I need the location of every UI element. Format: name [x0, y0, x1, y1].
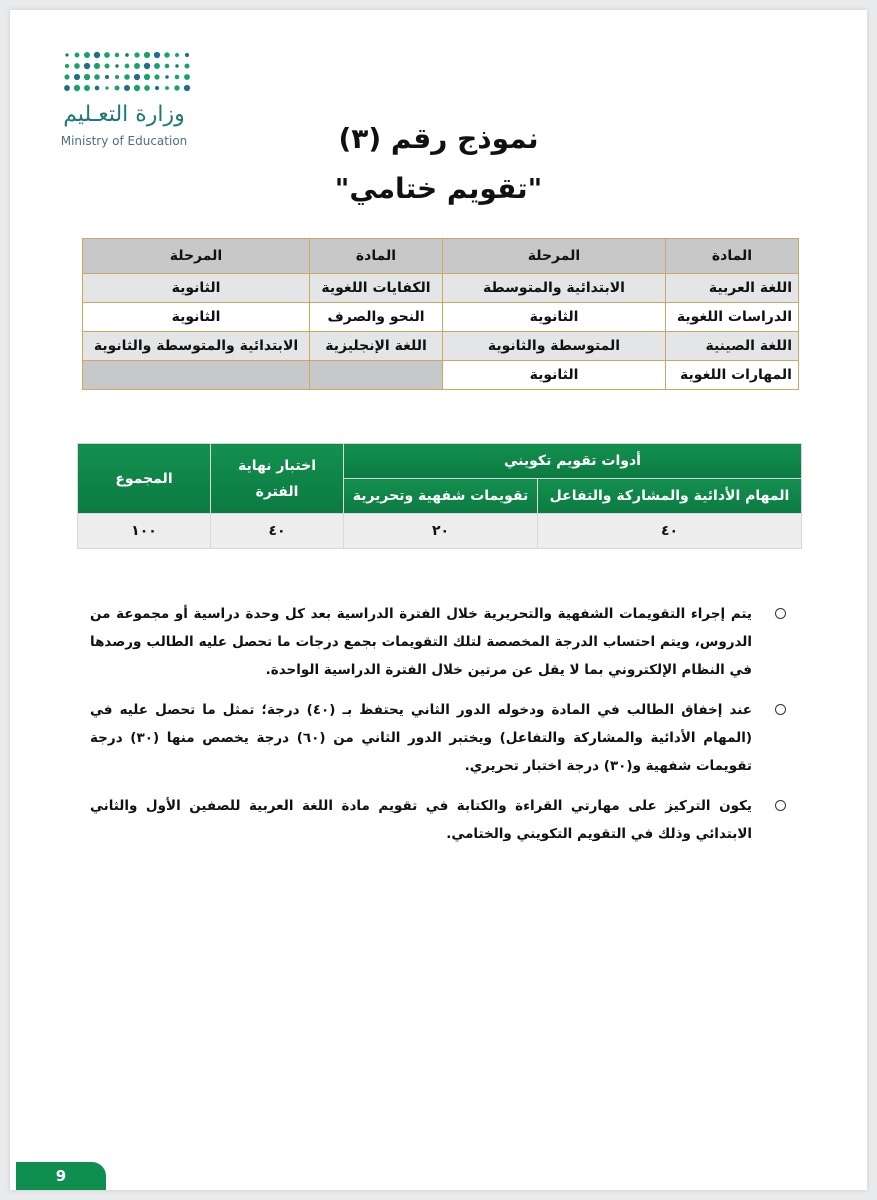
tasks-header: المهام الأدائية والمشاركة والتفاعل — [538, 479, 802, 514]
table-cell: الثانوية — [83, 303, 310, 332]
table-cell: الدراسات اللغوية — [666, 303, 799, 332]
logo-dot — [105, 75, 109, 79]
header-subject-2: المادة — [310, 239, 443, 274]
logo-dot — [134, 52, 139, 57]
logo-dot — [175, 53, 179, 57]
logo-dot — [94, 52, 100, 58]
logo-dot — [144, 52, 150, 58]
logo-dot — [125, 64, 130, 69]
logo-dot — [144, 74, 150, 80]
logo-dot — [64, 85, 70, 91]
logo-dot — [134, 74, 140, 80]
table-cell: ٤٠ — [211, 514, 344, 549]
logo-dot — [65, 64, 69, 68]
logo-dot — [115, 64, 118, 67]
circle-bullet-icon — [775, 608, 786, 619]
table-cell: الابتدائية والمتوسطة — [443, 274, 666, 303]
oral-written-header: تقويمات شفهية وتحريرية — [344, 479, 538, 514]
table-cell: اللغة الإنجليزية — [310, 332, 443, 361]
header-subject-1: المادة — [666, 239, 799, 274]
table-cell: المتوسطة والثانوية — [443, 332, 666, 361]
logo-dot — [115, 53, 119, 57]
logo-dot — [84, 52, 90, 58]
logo-dots-icon — [62, 50, 192, 94]
table-cell: الثانوية — [443, 361, 666, 390]
circle-bullet-icon — [775, 704, 786, 715]
page-number: 9 — [16, 1162, 106, 1190]
logo-dot — [184, 85, 190, 91]
logo-dot — [84, 63, 90, 69]
logo-dot — [144, 85, 150, 91]
header-stage-2: المرحلة — [83, 239, 310, 274]
page-subtitle: "تقويم ختامي" — [334, 172, 543, 205]
logo-dot — [144, 63, 150, 69]
table-cell-empty — [83, 361, 310, 390]
list-item — [90, 696, 800, 780]
table-row — [78, 514, 802, 549]
logo-english-text: Ministry of Education — [60, 134, 188, 148]
grades-table — [77, 443, 802, 549]
logo-dot — [134, 63, 140, 69]
table-cell: ١٠٠ — [78, 514, 211, 549]
logo-dot — [184, 63, 189, 68]
table-row — [83, 332, 799, 361]
logo-dot — [174, 85, 179, 90]
header-stage-1: المرحلة — [443, 239, 666, 274]
table-cell: اللغة الصينية — [666, 332, 799, 361]
logo-dot — [115, 86, 120, 91]
logo-dot — [124, 85, 130, 91]
document-page — [10, 10, 867, 1190]
logo-dot — [184, 74, 190, 80]
table-cell: الثانوية — [83, 274, 310, 303]
logo-dot — [94, 74, 100, 80]
logo-dot — [125, 53, 129, 57]
table-row — [83, 274, 799, 303]
logo-dot — [64, 74, 69, 79]
logo-dot — [175, 75, 180, 80]
table-row — [83, 303, 799, 332]
grades-table-header-row — [78, 444, 802, 479]
logo-dot — [74, 63, 80, 69]
logo-dot — [165, 64, 170, 69]
logo-dot — [154, 63, 160, 69]
total-header: المجموع — [78, 444, 211, 514]
table-cell: المهارات اللغوية — [666, 361, 799, 390]
final-exam-header: اختبار نهاية الفترة — [211, 444, 344, 514]
logo-arabic-text: وزارة التعـليم — [63, 102, 185, 127]
list-item — [90, 792, 800, 848]
table-cell: الثانوية — [443, 303, 666, 332]
logo-dot — [74, 85, 80, 91]
logo-dot — [134, 85, 140, 91]
logo-dot — [65, 53, 68, 56]
logo-dot — [74, 74, 80, 80]
logo-dot — [94, 63, 100, 69]
logo-dot — [155, 86, 159, 90]
list-item — [90, 600, 800, 684]
page-title: نموذج رقم (٣) — [338, 122, 539, 155]
logo-dot — [95, 86, 100, 91]
table-cell: اللغة العربية — [666, 274, 799, 303]
logo-dot — [175, 64, 179, 68]
list-item-text: عند إخفاق الطالب في المادة ودخوله الدور الثاني يحتفظ بـ (٤٠) درجة؛ تمثل ما تحصل عليه في (المهام الأدائية والمشاركة والتفاعل) ويختبر الدور الثاني من (٦٠) درجة يخصص منها (٣٠) درجة تقويمات شفهية و(٣٠) درجة اختبار تحريري. — [90, 702, 753, 774]
logo-dot — [154, 52, 160, 58]
logo-dot — [75, 53, 80, 58]
logo-dot — [165, 86, 169, 90]
logo-dot — [105, 86, 108, 89]
logo-dot — [165, 75, 169, 79]
subjects-table — [82, 238, 799, 390]
formative-tools-header: أدوات تقويم تكويني — [344, 444, 802, 479]
logo-dot — [104, 63, 109, 68]
logo-dot — [164, 52, 169, 57]
logo-dot — [115, 75, 119, 79]
logo-dot — [154, 74, 159, 79]
table-cell: الكفايات اللغوية — [310, 274, 443, 303]
logo-dot — [84, 74, 90, 80]
table-cell-empty — [310, 361, 443, 390]
logo-dot — [124, 74, 130, 80]
list-item-text: يتم إجراء التقويمات الشفهية والتحريرية خلال الفترة الدراسية بعد كل وحدة دراسية أو مجموعة من الدروس، ويتم احتساب الدرجة المخصصة لتلك التقويمات بجمع درجات ما تحصل عليه الطالب ورصدها في النظام الإلكتروني بما لا يقل عن مرتين خلال الفترة الدراسية الواحدة. — [90, 606, 752, 678]
table-cell: ٢٠ — [344, 514, 538, 549]
subjects-table-header-row — [83, 239, 799, 274]
logo-dot — [84, 85, 90, 91]
table-row — [83, 361, 799, 390]
table-cell: الابتدائية والمتوسطة والثانوية — [83, 332, 310, 361]
notes-list — [90, 600, 800, 860]
list-item-text: يكون التركيز على مهارتي القراءة والكتابة في تقويم مادة اللغة العربية للصفين الأول والثاني الابتدائي وذلك في التقويم التكويني والختامي. — [90, 798, 752, 842]
circle-bullet-icon — [775, 800, 786, 811]
table-cell: النحو والصرف — [310, 303, 443, 332]
logo-dot — [104, 52, 110, 58]
logo-dot — [185, 53, 189, 57]
table-cell: ٤٠ — [538, 514, 802, 549]
